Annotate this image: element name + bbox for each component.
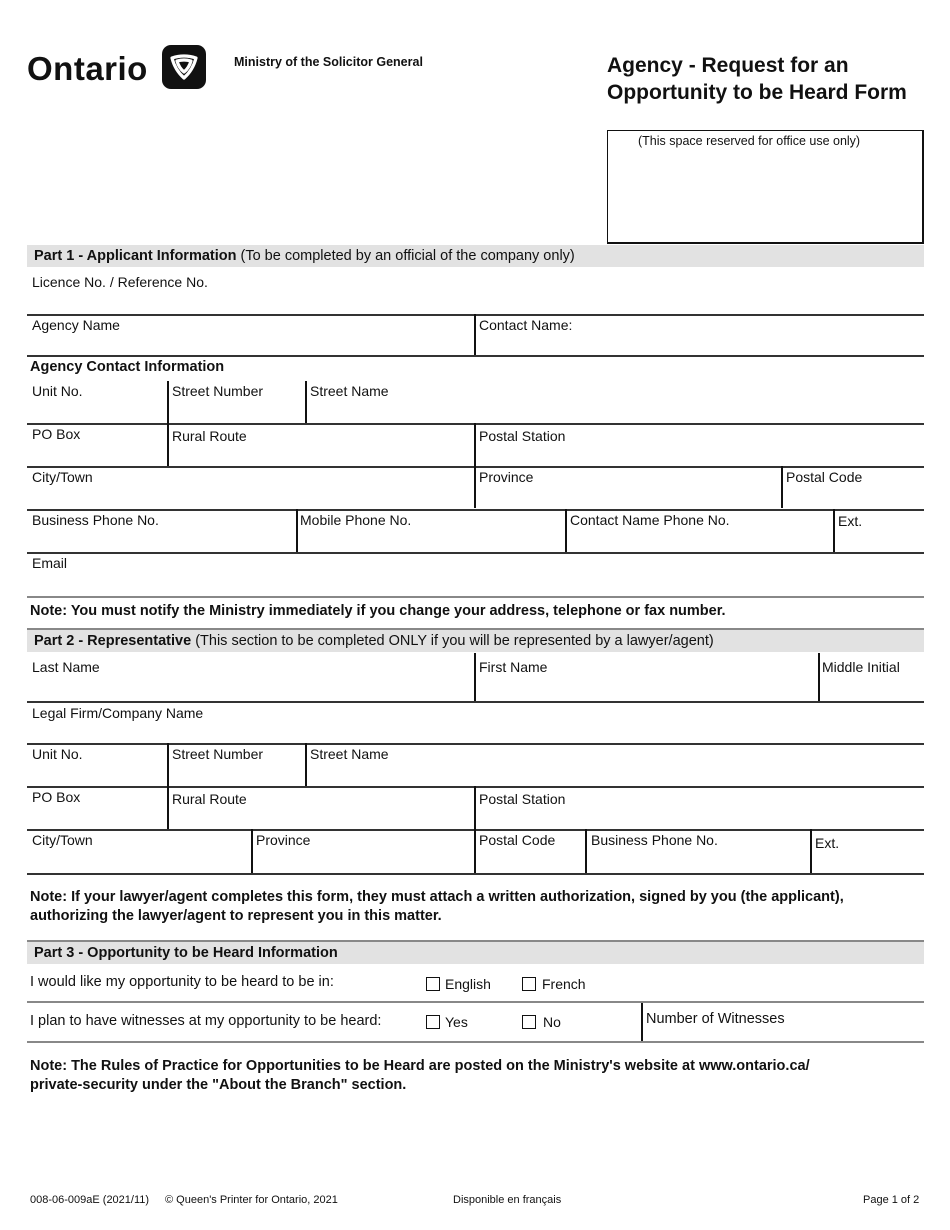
divider [474, 786, 476, 829]
province-label: Province [479, 469, 534, 485]
street-number-label: Street Number [172, 383, 264, 399]
office-use-box [607, 130, 924, 244]
legal-firm-field-line[interactable] [27, 743, 924, 745]
legal-firm-label: Legal Firm/Company Name [32, 705, 204, 721]
divider [810, 829, 812, 873]
ontario-trillium-icon [162, 45, 206, 89]
phone-row-line[interactable] [27, 552, 924, 554]
part2-subtitle: (This section to be completed ONLY if you will be represented by a lawyer/agent) [195, 633, 714, 649]
city-row-line[interactable] [27, 509, 924, 511]
divider [474, 314, 476, 356]
office-use-label: (This space reserved for office use only) [638, 134, 861, 148]
business-phone-label: Business Phone No. [32, 512, 159, 528]
divider [474, 423, 476, 466]
rep-postal-station-label: Postal Station [479, 791, 566, 807]
part1-title: Part 1 - Applicant Information [34, 248, 237, 264]
part1-subtitle: (To be completed by an official of the company only) [240, 248, 575, 264]
postal-code-label: Postal Code [786, 469, 863, 485]
form-title-line1: Agency - Request for an [607, 54, 849, 77]
divider [167, 786, 169, 829]
divider [565, 509, 567, 552]
rep-po-box-label: PO Box [32, 789, 81, 805]
divider [296, 509, 298, 552]
rep-address-row-line[interactable] [27, 786, 924, 788]
divider [474, 466, 476, 508]
part1-header [27, 245, 924, 267]
french-label: French [542, 976, 586, 992]
divider [474, 653, 476, 701]
email-field-line[interactable] [27, 596, 924, 598]
rep-business-phone-label: Business Phone No. [591, 832, 718, 848]
divider [585, 829, 587, 873]
witness-question: I plan to have witnesses at my opportunity to be heard: [30, 1013, 382, 1029]
mobile-phone-label: Mobile Phone No. [300, 512, 412, 528]
language-question: I would like my opportunity to be heard to be in: [30, 974, 334, 990]
divider [167, 423, 169, 466]
ext-label: Ext. [838, 513, 863, 529]
yes-label: Yes [445, 1014, 468, 1030]
divider [641, 1003, 643, 1041]
rep-street-number-label: Street Number [172, 746, 264, 762]
note-lawyer-authorization-line2: authorizing the lawyer/agent to represent you in this matter. [30, 908, 442, 924]
postal-station-label: Postal Station [479, 428, 566, 444]
city-town-label: City/Town [32, 469, 93, 485]
divider [781, 466, 783, 508]
divider [833, 509, 835, 552]
divider [474, 829, 476, 873]
rep-unit-no-label: Unit No. [32, 746, 83, 762]
part2-title: Part 2 - Representative [34, 633, 192, 649]
po-box-label: PO Box [32, 426, 81, 442]
agency-name-field-line[interactable] [27, 355, 924, 357]
divider [167, 743, 169, 786]
rep-po-box-row-line[interactable] [27, 829, 924, 831]
part3-header [27, 942, 924, 964]
form-title-line2: Opportunity to be Heard Form [607, 81, 907, 104]
ontario-logo-text: Ontario [27, 50, 148, 87]
contact-name-label: Contact Name: [479, 317, 573, 333]
divider [27, 1041, 924, 1043]
street-name-label: Street Name [310, 383, 389, 399]
rep-rural-route-label: Rural Route [172, 791, 247, 807]
number-of-witnesses-label[interactable]: Number of Witnesses [646, 1011, 785, 1027]
first-name-label: First Name [479, 659, 548, 675]
witnesses-yes-checkbox[interactable] [426, 1015, 440, 1029]
french-checkbox[interactable] [522, 977, 536, 991]
po-box-row-line[interactable] [27, 466, 924, 468]
form-number: 008-06-009aE (2021/11) [30, 1194, 150, 1206]
rep-province-label: Province [256, 832, 311, 848]
last-name-label: Last Name [32, 659, 100, 675]
divider [305, 381, 307, 423]
middle-initial-label: Middle Initial [822, 659, 900, 675]
note-lawyer-authorization-line1: Note: If your lawyer/agent completes this form, they must attach a written authorization, signed by you (the applicant), [30, 889, 844, 905]
part2-header [27, 630, 924, 652]
unit-no-label: Unit No. [32, 383, 83, 399]
no-label: No [543, 1014, 561, 1030]
licence-label: Licence No. / Reference No. [32, 274, 208, 290]
agency-contact-info-heading: Agency Contact Information [30, 359, 225, 375]
divider [27, 1001, 924, 1003]
page-number: Page 1 of 2 [863, 1194, 920, 1206]
agency-name-label: Agency Name [32, 317, 120, 333]
french-available: Disponible en français [453, 1194, 562, 1206]
divider [167, 381, 169, 423]
witnesses-no-checkbox[interactable] [522, 1015, 536, 1029]
copyright: © Queen's Printer for Ontario, 2021 [165, 1194, 338, 1206]
rep-city-row-line[interactable] [27, 873, 924, 875]
divider [251, 829, 253, 873]
part3-title: Part 3 - Opportunity to be Heard Information [34, 945, 338, 961]
divider [305, 743, 307, 786]
english-label: English [445, 976, 491, 992]
name-row-line[interactable] [27, 701, 924, 703]
contact-phone-label: Contact Name Phone No. [570, 512, 730, 528]
english-checkbox[interactable] [426, 977, 440, 991]
rep-street-name-label: Street Name [310, 746, 389, 762]
rep-ext-label: Ext. [815, 835, 840, 851]
note-rules-of-practice-line2: private-security under the "About the Branch" section. [30, 1077, 407, 1093]
rep-city-town-label: City/Town [32, 832, 93, 848]
rep-postal-code-label: Postal Code [479, 832, 556, 848]
email-label: Email [32, 555, 68, 571]
licence-field-line[interactable] [27, 314, 924, 316]
address-row-line[interactable] [27, 423, 924, 425]
rural-route-label: Rural Route [172, 428, 247, 444]
ministry-name: Ministry of the Solicitor General [234, 55, 423, 69]
divider [818, 653, 820, 701]
note-address-change: Note: You must notify the Ministry immediately if you change your address, telephone or fax number. [30, 603, 726, 619]
note-rules-of-practice-line1: Note: The Rules of Practice for Opportunities to be Heard are posted on the Ministry's website at www.ontario.ca/ [30, 1058, 810, 1074]
